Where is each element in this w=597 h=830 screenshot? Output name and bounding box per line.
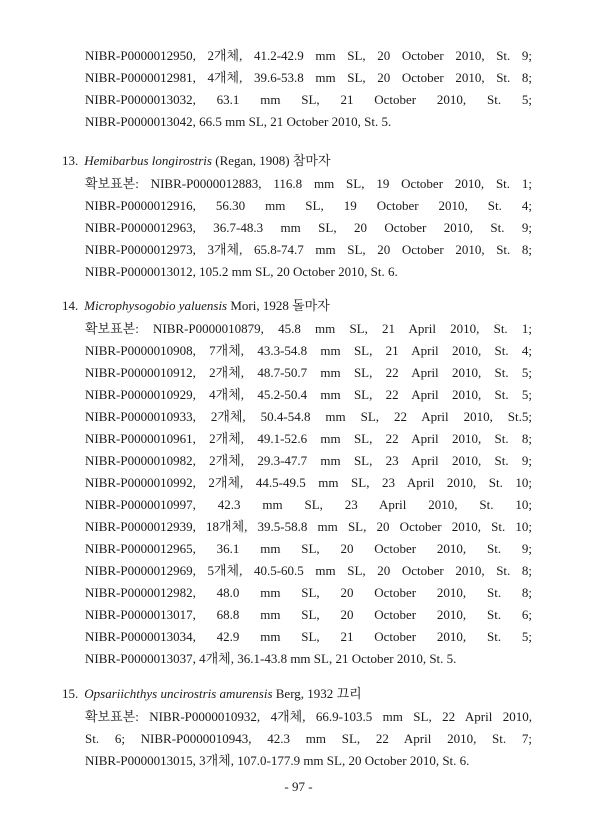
- species-author: (Regan, 1908): [215, 153, 290, 168]
- specimen-line: NIBR-P0000010929, 4개체, 45.2-50.4 mm SL, 22 April 2010, St. 5;: [85, 387, 532, 402]
- specimen-line: NIBR-P0000012981, 4개체, 39.6-53.8 mm SL, 20 October 2010, St. 8;: [85, 70, 532, 85]
- specimen-line: NIBR-P0000012939, 18개체, 39.5-58.8 mm SL, 20 October 2010, St. 10;: [85, 519, 532, 534]
- species-korean-name: 돌마자: [292, 298, 330, 313]
- species-number: 14.: [62, 298, 79, 313]
- species-heading: [62, 684, 362, 704]
- specimen-line: NIBR-P0000010908, 7개체, 43.3-54.8 mm SL, 21 April 2010, St. 4;: [85, 343, 532, 358]
- specimen-line: NIBR-P0000010992, 2개체, 44.5-49.5 mm SL, 23 April 2010, St. 10;: [85, 475, 532, 490]
- specimen-line: NIBR-P0000012969, 5개체, 40.5-60.5 mm SL, 20 October 2010, St. 8;: [85, 563, 532, 578]
- specimen-line: NIBR-P0000013037, 4개체, 36.1-43.8 mm SL, 21 October 2010, St. 5.: [85, 651, 457, 666]
- specimen-line: NIBR-P0000010997, 42.3 mm SL, 23 April 2010, St. 10;: [85, 497, 532, 512]
- page-number: - 97 -: [284, 779, 313, 794]
- specimen-line: NIBR-P0000010961, 2개체, 49.1-52.6 mm SL, 22 April 2010, St. 8;: [85, 431, 532, 446]
- species-scientific-name: Microphysogobio yaluensis: [84, 298, 228, 313]
- specimen-line: 확보표본: NIBR-P0000010932, 4개체, 66.9-103.5 mm SL, 22 April 2010,: [85, 709, 532, 724]
- species-korean-name: 끄리: [336, 686, 362, 701]
- specimen-line: NIBR-P0000012982, 48.0 mm SL, 20 October 2010, St. 8;: [85, 585, 532, 600]
- specimen-line: NIBR-P0000012965, 36.1 mm SL, 20 October 2010, St. 9;: [85, 541, 532, 556]
- specimen-line: NIBR-P0000013042, 66.5 mm SL, 21 October 2010, St. 5.: [85, 114, 392, 129]
- specimen-line: NIBR-P0000012916, 56.30 mm SL, 19 October 2010, St. 4;: [85, 198, 532, 213]
- specimen-line: NIBR-P0000012963, 36.7-48.3 mm SL, 20 October 2010, St. 9;: [85, 220, 532, 235]
- specimen-line: 확보표본: NIBR-P0000012883, 116.8 mm SL, 19 October 2010, St. 1;: [85, 176, 532, 191]
- specimen-line: NIBR-P0000013034, 42.9 mm SL, 21 October 2010, St. 5;: [85, 629, 532, 644]
- species-author: Berg, 1932: [275, 686, 334, 701]
- species-heading: [62, 151, 331, 171]
- specimen-line: NIBR-P0000010982, 2개체, 29.3-47.7 mm SL, 23 April 2010, St. 9;: [85, 453, 532, 468]
- specimen-line: NIBR-P0000013012, 105.2 mm SL, 20 October 2010, St. 6.: [85, 264, 398, 279]
- specimen-line: St. 6; NIBR-P0000010943, 42.3 mm SL, 22 April 2010, St. 7;: [85, 731, 532, 746]
- specimen-line: NIBR-P0000012973, 3개체, 65.8-74.7 mm SL, 20 October 2010, St. 8;: [85, 242, 532, 257]
- specimen-line: NIBR-P0000013015, 3개체, 107.0-177.9 mm SL, 20 October 2010, St. 6.: [85, 753, 470, 768]
- species-author: Mori, 1928: [230, 298, 289, 313]
- specimen-line: NIBR-P0000010933, 2개체, 50.4-54.8 mm SL, 22 April 2010, St.5;: [85, 409, 532, 424]
- specimen-line: NIBR-P0000013032, 63.1 mm SL, 21 October 2010, St. 5;: [85, 92, 532, 107]
- species-number: 15.: [62, 686, 79, 701]
- species-heading: [62, 296, 330, 316]
- species-scientific-name: Opsariichthys uncirostris amurensis: [84, 686, 273, 701]
- species-scientific-name: Hemibarbus longirostris: [84, 153, 212, 168]
- species-number: 13.: [62, 153, 79, 168]
- specimen-line: 확보표본: NIBR-P0000010879, 45.8 mm SL, 21 April 2010, St. 1;: [85, 321, 532, 336]
- specimen-line: NIBR-P0000010912, 2개체, 48.7-50.7 mm SL, 22 April 2010, St. 5;: [85, 365, 532, 380]
- specimen-line: NIBR-P0000013017, 68.8 mm SL, 20 October 2010, St. 6;: [85, 607, 532, 622]
- species-korean-name: 참마자: [292, 153, 331, 168]
- specimen-line: NIBR-P0000012950, 2개체, 41.2-42.9 mm SL, 20 October 2010, St. 9;: [85, 48, 532, 63]
